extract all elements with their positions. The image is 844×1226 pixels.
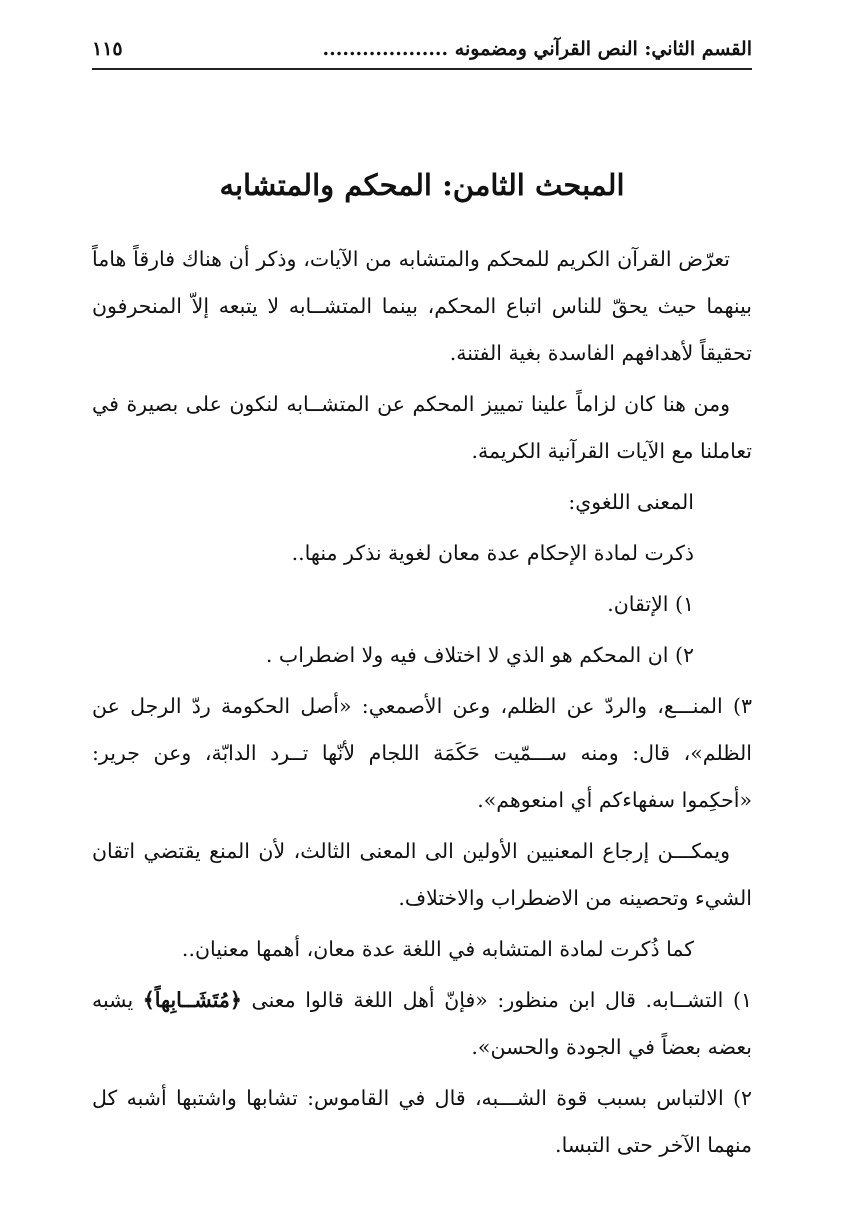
list-item-ambiguity: ٢) الالتباس بسبب قوة الشـــبه، قال في القاموس: تشابها واشتبها أشبه كل منهما الآخر حتى التبسا. bbox=[92, 1086, 752, 1157]
body-text bbox=[92, 236, 752, 1173]
quote-after: يشبه بعضه بعضاً في الجودة والحسن». bbox=[92, 988, 752, 1059]
quran-word: ﴿مُتَشَــابِهاً﴾ bbox=[142, 988, 242, 1012]
list-item-prevention: ٣) المنـــع، والردّ عن الظلم، وعن الأصمعي: «أصل الحكومة ردّ الرجل عن الظلم»، قال: ومنه ســـمّيت حَكَمَة اللجام لأنّها تــرد الدابّة، وعن جرير: «أحكِموا سفهاءكم أي امنعوهم». bbox=[92, 694, 752, 812]
list-item-no-contradiction: ٢) ان المحكم هو الذي لا اختلاف فيه ولا اضطراب . bbox=[265, 643, 694, 667]
paragraph-ihkam-meanings: ذكرت لمادة الإحكام عدة معان لغوية نذكر منها.. bbox=[291, 541, 694, 565]
paragraph-mutashabih-meanings: كما ذُكرت لمادة المتشابه في اللغة عدة معان، أهمها معنيان.. bbox=[181, 937, 694, 961]
paragraph-reduction: ويمكـــن إرجاع المعنيين الأولين الى المعنى الثالث، لأن المنع يقتضي اتقان الشيء وتحصينه من الاضطراب والاختلاف. bbox=[92, 839, 752, 910]
section-title: المبحث الثامن: المحكم والمتشابه bbox=[219, 168, 625, 202]
header-title: القسم الثاني: النص القرآني ومضمونه ................... bbox=[322, 38, 752, 60]
list-item-itqan: ١) الإتقان. bbox=[607, 592, 694, 616]
paragraph-necessity: ومن هنا كان لزاماً علينا تمييز المحكم عن المتشــابه لنكون على بصيرة في تعاملنا مع الآيات القرآنية الكريمة. bbox=[92, 392, 752, 463]
paragraph-intro: تعرّض القرآن الكريم للمحكم والمتشابه من الآيات، وذكر أن هناك فارقاً هاماً بينهما حيث يحقّ للناس اتباع المحكم، بينما المتشــابه لا يتبعه إلاّ المنحرفون تحقيقاً لأهدافهم الفاسدة بغية الفتنة. bbox=[92, 247, 752, 365]
page-number: ١١٥ bbox=[92, 38, 123, 60]
running-header bbox=[92, 34, 752, 70]
subheading-linguistic-meaning: المعنى اللغوي: bbox=[568, 490, 694, 514]
list-item-resemblance bbox=[92, 977, 752, 1071]
quote-before: ١) التشــابه. قال ابن منظور: «فإنّ أهل اللغة قالوا معنى bbox=[251, 988, 752, 1012]
